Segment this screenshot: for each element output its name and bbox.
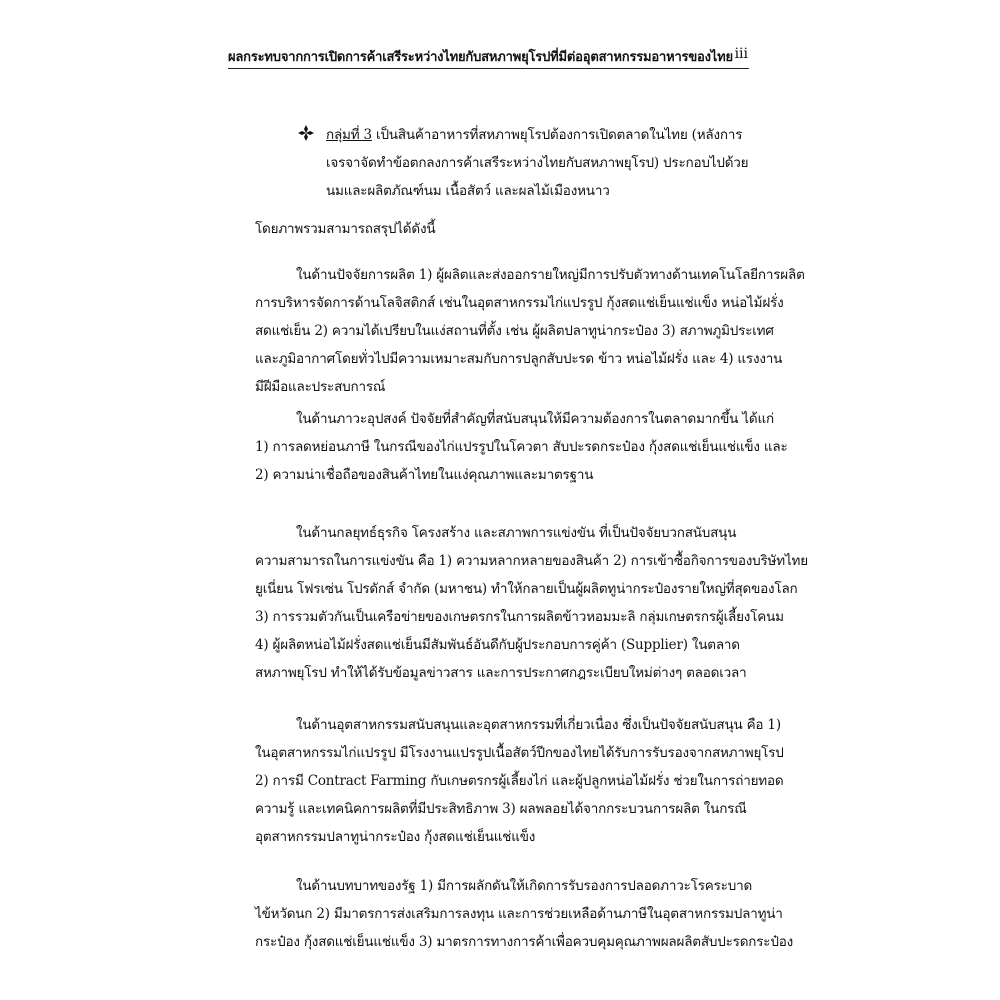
paragraph-line: ในด้านบทบาทของรัฐ 1) มีการผลักดันให้เกิดการรับรองการปลอดภาวะโรคระบาด [296, 878, 753, 894]
paragraph-line: 2) การมี Contract Farming กับเกษตรกรผู้เลี้ยงไก่ และผู้ปลูกหน่อไม้ฝรั่ง ช่วยในการถ่ายทอด [255, 773, 784, 789]
paragraph-line: ในด้านอุตสาหกรรมสนับสนุนและอุตสาหกรรมที่เกี่ยวเนื่อง ซึ่งเป็นปัจจัยสนับสนุน คือ 1) [296, 717, 781, 733]
paragraph-line: 4) ผู้ผลิตหน่อไม้ฝรั่งสดแช่เย็นมีสัมพันธ์อันดีกับผู้ประกอบการคู่ค้า (Supplier) ในตลาด [255, 637, 740, 653]
paragraph-line: ในด้านกลยุทธ์ธุรกิจ โครงสร้าง และสภาพการแข่งขัน ที่เป็นปัจจัยบวกสนับสนุน [296, 525, 737, 541]
paragraph-line: กระป๋อง กุ้งสดแช่เย็นแช่แข็ง 3) มาตรการทางการค้าเพื่อควบคุมคุณภาพผลผลิตสับปะรดกระป๋อง [255, 934, 794, 950]
bullet-line-2: เจรจาจัดทำข้อตกลงการค้าเสรีระหว่างไทยกับสหภาพยุโรป) ประกอบไปด้วย [326, 155, 749, 171]
paragraph-line: ไข้หวัดนก 2) มีมาตรการส่งเสริมการลงทุน และการช่วยเหลือด้านภาษีในอุตสาหกรรมปลาทูน่า [255, 906, 783, 922]
paragraph-line: อุตสาหกรรมปลาทูน่ากระป๋อง กุ้งสดแช่เย็นแช่แข็ง [255, 829, 536, 845]
paragraph-line: สดแช่เย็น 2) ความได้เปรียบในแง่สถานที่ตั้ง เช่น ผู้ผลิตปลาทูน่ากระป๋อง 3) สภาพภูมิประเทศ [255, 323, 774, 339]
paragraph-line: การบริหารจัดการด้านโลจิสติกส์ เช่นในอุตสาหกรรมไก่แปรรูป กุ้งสดแช่เย็นแช่แข็ง หน่อไม้ฝรั่ง [255, 295, 784, 311]
paragraph-line: ยูเนี่ยน โฟรเซ่น โปรดักส์ จำกัด (มหาชน) ทำให้กลายเป็นผู้ผลิตทูน่ากระป๋องรายใหญ่ที่สุดของโลก [255, 581, 798, 597]
paragraph-line: 1) การลดหย่อนภาษี ในกรณีของไก่แปรรูปในโควตา สับปะรดกระป๋อง กุ้งสดแช่เย็นแช่แข็ง และ [255, 439, 788, 455]
group-label: กลุ่มที่ 3 [326, 127, 372, 143]
paragraph-line: ความรู้ และเทคนิคการผลิตที่มีประสิทธิภาพ 3) ผลพลอยได้จากกระบวนการผลิต ในกรณี [255, 801, 747, 817]
paragraph-line: มีฝีมือและประสบการณ์ [255, 379, 386, 395]
summary-intro: โดยภาพรวมสามารถสรุปได้ดังนี้ [255, 221, 436, 237]
diamond-bullet-icon [298, 125, 314, 141]
paragraph-line: 3) การรวมตัวกันเป็นเครือข่ายของเกษตรกรในการผลิตข้าวหอมมะลิ กลุ่มเกษตรกรผู้เลี้ยงโคนม [255, 609, 784, 625]
bullet-line-3: นมและผลิตภัณฑ์นม เนื้อสัตว์ และผลไม้เมืองหนาว [326, 183, 610, 199]
paragraph-line: ในด้านภาวะอุปสงค์ ปัจจัยที่สำคัญที่สนับสนุนให้มีความต้องการในตลาดมากขึ้น ได้แก่ [296, 411, 774, 427]
bullet-line-1-text: เป็นสินค้าอาหารที่สหภาพยุโรปต้องการเปิดตลาดในไทย (หลังการ [371, 127, 743, 143]
paragraph-line: ความสามารถในการแข่งขัน คือ 1) ความหลากหลายของสินค้า 2) การเข้าซื้อกิจการของบริษัทไทย [255, 553, 808, 569]
paragraph-line: และภูมิอากาศโดยทั่วไปมีความเหมาะสมกับการปลูกสับปะรด ข้าว หน่อไม้ฝรั่ง และ 4) แรงงาน [255, 351, 783, 367]
paragraph-line: ในอุตสาหกรรมไก่แปรรูป มีโรงงานแปรรูปเนื้อสัตว์ปีกของไทยได้รับการรับรองจากสหภาพยุโรป [255, 745, 784, 761]
page-number: iii [734, 46, 748, 62]
running-header-title: ผลกระทบจากการเปิดการค้าเสรีระหว่างไทยกับสหภาพยุโรปที่มีต่ออุตสาหกรรมอาหารของไทย [228, 50, 733, 65]
paragraph-line: ในด้านปัจจัยการผลิต 1) ผู้ผลิตและส่งออกรายใหญ่มีการปรับตัวทางด้านเทคโนโลยีการผลิต [296, 267, 805, 283]
header-divider [228, 68, 749, 69]
paragraph-line: 2) ความน่าเชื่อถือของสินค้าไทยในแง่คุณภาพและมาตรฐาน [255, 467, 594, 483]
paragraph-line: สหภาพยุโรป ทำให้ได้รับข้อมูลข่าวสาร และการประกาศกฎระเบียบใหม่ต่างๆ ตลอดเวลา [255, 665, 747, 681]
running-header [228, 46, 748, 68]
bullet-line-1 [326, 123, 742, 145]
